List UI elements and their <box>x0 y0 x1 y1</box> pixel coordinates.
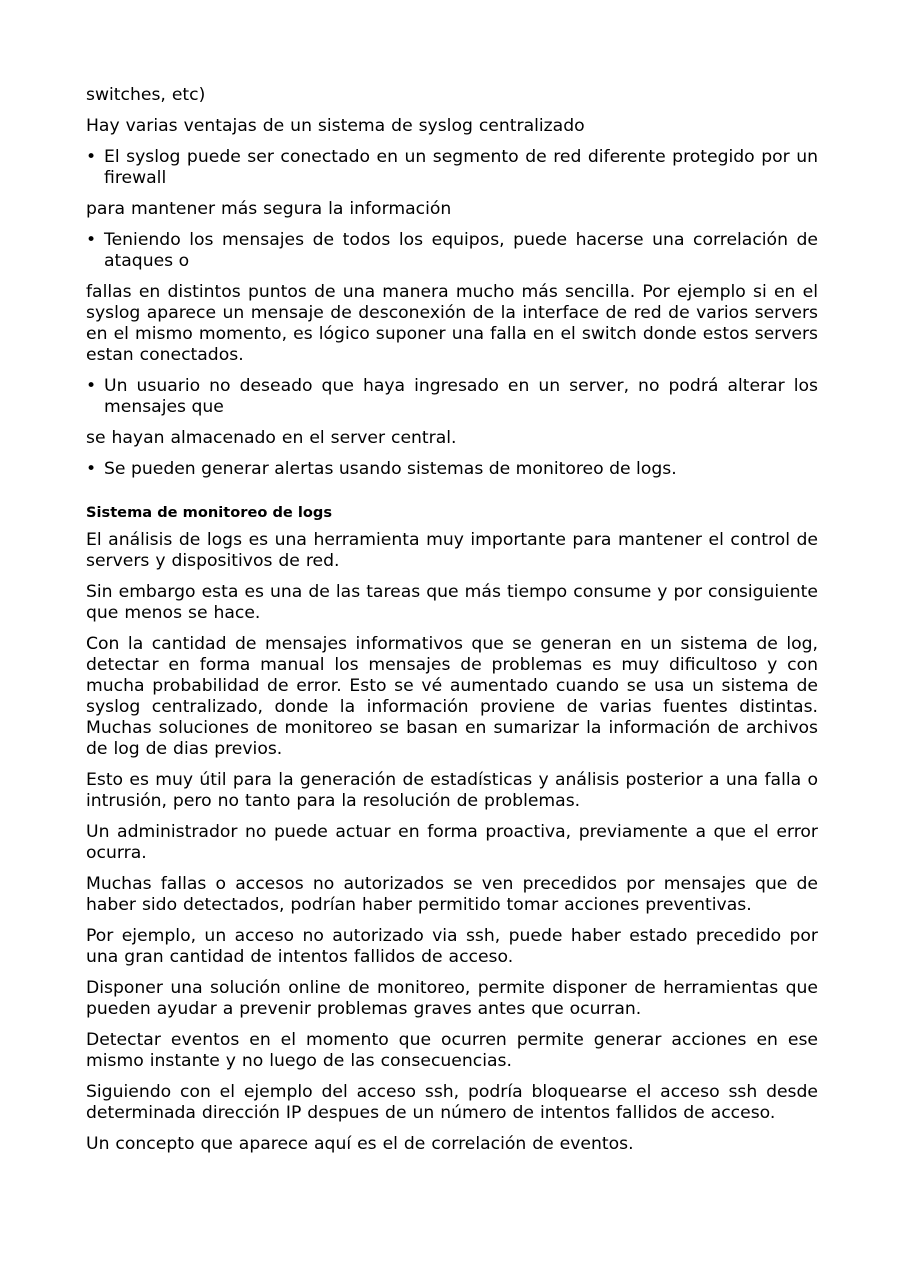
paragraph: switches, etc) <box>86 85 206 105</box>
bullet-marker: • <box>86 147 97 167</box>
paragraph: Siguiendo con el ejemplo del acceso ssh, podría bloquearse el acceso ssh desde determinada dirección IP despues de un número de intentos fallidos de acceso. <box>86 1082 818 1123</box>
paragraph: Sin embargo esta es una de las tareas que más tiempo consume y por consiguiente que menos se hace. <box>86 582 818 623</box>
bullet-item <box>86 376 818 418</box>
paragraph: El análisis de logs es una herramienta muy importante para mantener el control de servers y dispositivos de red. <box>86 530 818 571</box>
section-heading: Sistema de monitoreo de logs <box>86 504 333 521</box>
paragraph: Con la cantidad de mensajes informativos que se generan en un sistema de log, detectar en forma manual los mensajes de problemas es muy dificultoso y con mucha probabilidad de error. Esto se vé aumentado cuando se usa un sistema de syslog centralizado, donde la información proviene de varias fuentes distintas. Muchas soluciones de monitoreo se basan en sumarizar la información de archivos de log de dias previos. <box>86 634 818 759</box>
bullet-item <box>86 147 818 189</box>
paragraph: fallas en distintos puntos de una manera mucho más sencilla. Por ejemplo si en el syslog aparece un mensaje de desconexión de la interface de red de varios servers en el mismo momento, es lógico suponer una falla en el switch donde estos servers estan conectados. <box>86 282 818 365</box>
paragraph: para mantener más segura la información <box>86 199 452 219</box>
bullet-item <box>86 230 818 272</box>
bullet-item <box>86 459 818 480</box>
document-page <box>86 85 818 1165</box>
bullet-text: El syslog puede ser conectado en un segmento de red diferente protegido por un firewall <box>104 147 818 188</box>
paragraph: Hay varias ventajas de un sistema de syslog centralizado <box>86 116 585 136</box>
bullet-text: Teniendo los mensajes de todos los equipos, puede hacerse una correlación de ataques o <box>104 230 818 271</box>
paragraph: Detectar eventos en el momento que ocurren permite generar acciones en ese mismo instante y no luego de las consecuencias. <box>86 1030 818 1071</box>
paragraph: Esto es muy útil para la generación de estadísticas y análisis posterior a una falla o intrusión, pero no tanto para la resolución de problemas. <box>86 770 818 811</box>
bullet-marker: • <box>86 376 97 396</box>
bullet-marker: • <box>86 230 97 250</box>
paragraph: Por ejemplo, un acceso no autorizado via ssh, puede haber estado precedido por una gran cantidad de intentos fallidos de acceso. <box>86 926 818 967</box>
paragraph: Un administrador no puede actuar en forma proactiva, previamente a que el error ocurra. <box>86 822 818 863</box>
bullet-text: Un usuario no deseado que haya ingresado en un server, no podrá alterar los mensajes que <box>104 376 818 417</box>
paragraph: Disponer una solución online de monitoreo, permite disponer de herramientas que pueden ayudar a prevenir problemas graves antes que ocurran. <box>86 978 818 1019</box>
paragraph: se hayan almacenado en el server central. <box>86 428 457 448</box>
bullet-text: Se pueden generar alertas usando sistemas de monitoreo de logs. <box>104 459 677 479</box>
bullet-marker: • <box>86 459 97 479</box>
paragraph: Muchas fallas o accesos no autorizados se ven precedidos por mensajes que de haber sido detectados, podrían haber permitido tomar acciones preventivas. <box>86 874 818 915</box>
paragraph: Un concepto que aparece aquí es el de correlación de eventos. <box>86 1134 634 1154</box>
